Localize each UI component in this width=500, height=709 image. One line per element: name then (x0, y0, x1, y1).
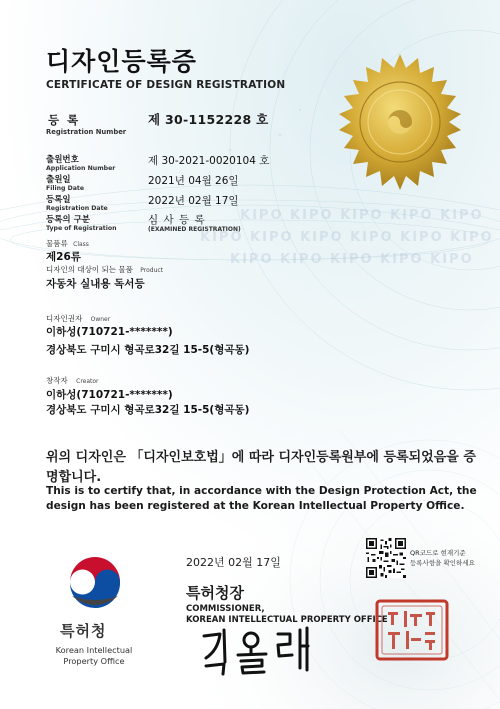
class-label: 물품류 (46, 239, 68, 248)
registration-number: 제 30-1152228 호 (148, 112, 269, 127)
owner-label-en: Owner (90, 316, 111, 323)
kipo-watermark: KIPO KIPO KIPO KIPO KIPO KIPO (200, 230, 494, 245)
creator-label-en: Creator (76, 378, 99, 385)
qr-note: QR코드로 현재기준 등록사항을 확인하세요 (410, 549, 475, 567)
owner-name: 이하성(710721-*******) (46, 326, 173, 338)
filing-date-label: 출원일 (46, 175, 71, 185)
creator-name: 이하성(710721-*******) (46, 389, 173, 401)
product-name: 자동차 실내용 독서등 (46, 278, 145, 290)
product-label-row (46, 264, 163, 275)
certification-statement-en: This is to certify that, in accordance with the Design Protection Act, the design has been registered at the Korean Intellectual Property Office. (46, 485, 477, 512)
registration-type-label: 등록의 구분 (46, 215, 91, 225)
registration-type-label-en: Type of Registration (46, 225, 117, 232)
commissioner-title: 특허청장 (186, 584, 244, 602)
certification-statement-ko: 위의 디자인은 「디자인보호법」에 따라 디자인등록원부에 등록되었음을 증명합니다. (46, 450, 476, 485)
commissioner-title-en: COMMISSIONER, KOREAN INTELLECTUAL PROPERTY OFFICE (186, 604, 388, 625)
official-stamp-icon (374, 598, 450, 662)
application-label-en: Application Number (46, 165, 116, 172)
office-name: 특허청 (60, 622, 107, 640)
registration-date-label-en: Registration Date (46, 205, 108, 212)
filing-date: 2021년 04월 26일 (148, 175, 239, 187)
class-label-en: Class (73, 241, 89, 248)
gold-seal-icon (330, 50, 470, 190)
certificate-title: 디자인등록증 (46, 47, 197, 76)
issue-date: 2022년 02월 17일 (186, 556, 281, 569)
filing-date-label-en: Filing Date (46, 185, 85, 192)
kipo-watermark: KIPO KIPO KIPO KIPO KIPO (240, 208, 484, 223)
product-label-en: Product (140, 267, 164, 274)
registration-date: 2022년 02월 17일 (148, 195, 239, 207)
registration-label: 등 록 (48, 113, 81, 127)
certificate-title-en: CERTIFICATE OF DESIGN REGISTRATION (46, 79, 286, 91)
owner-address: 경상북도 구미시 형곡로32길 15-5(형곡동) (46, 344, 250, 356)
class-label-row (46, 238, 89, 249)
kipo-watermark: KIPO KIPO KIPO KIPO KIPO (230, 252, 474, 267)
creator-label-row (46, 375, 99, 386)
qr-code-icon (366, 538, 406, 578)
design-class: 제26류 (46, 251, 81, 263)
product-label: 디자인의 대상이 되는 물품 (46, 265, 133, 274)
registration-type-en: (EXAMINED REGISTRATION) (148, 226, 241, 233)
application-number: 제 30-2021-0020104 호 (148, 155, 270, 167)
owner-label: 디자인권자 (46, 314, 83, 323)
creator-label: 창작자 (46, 376, 68, 385)
application-label: 출원번호 (46, 155, 79, 165)
commissioner-signature (196, 624, 316, 676)
registration-type: 심 사 등 록 (148, 214, 206, 226)
creator-address: 경상북도 구미시 형곡로32길 15-5(형곡동) (46, 404, 250, 416)
kipo-taegeuk-logo-icon (64, 556, 126, 616)
registration-label-en: Registration Number (46, 128, 127, 136)
office-name-en: Korean Intellectual Property Office (55, 645, 133, 666)
owner-label-row (46, 313, 110, 324)
registration-date-label: 등록일 (46, 195, 71, 205)
